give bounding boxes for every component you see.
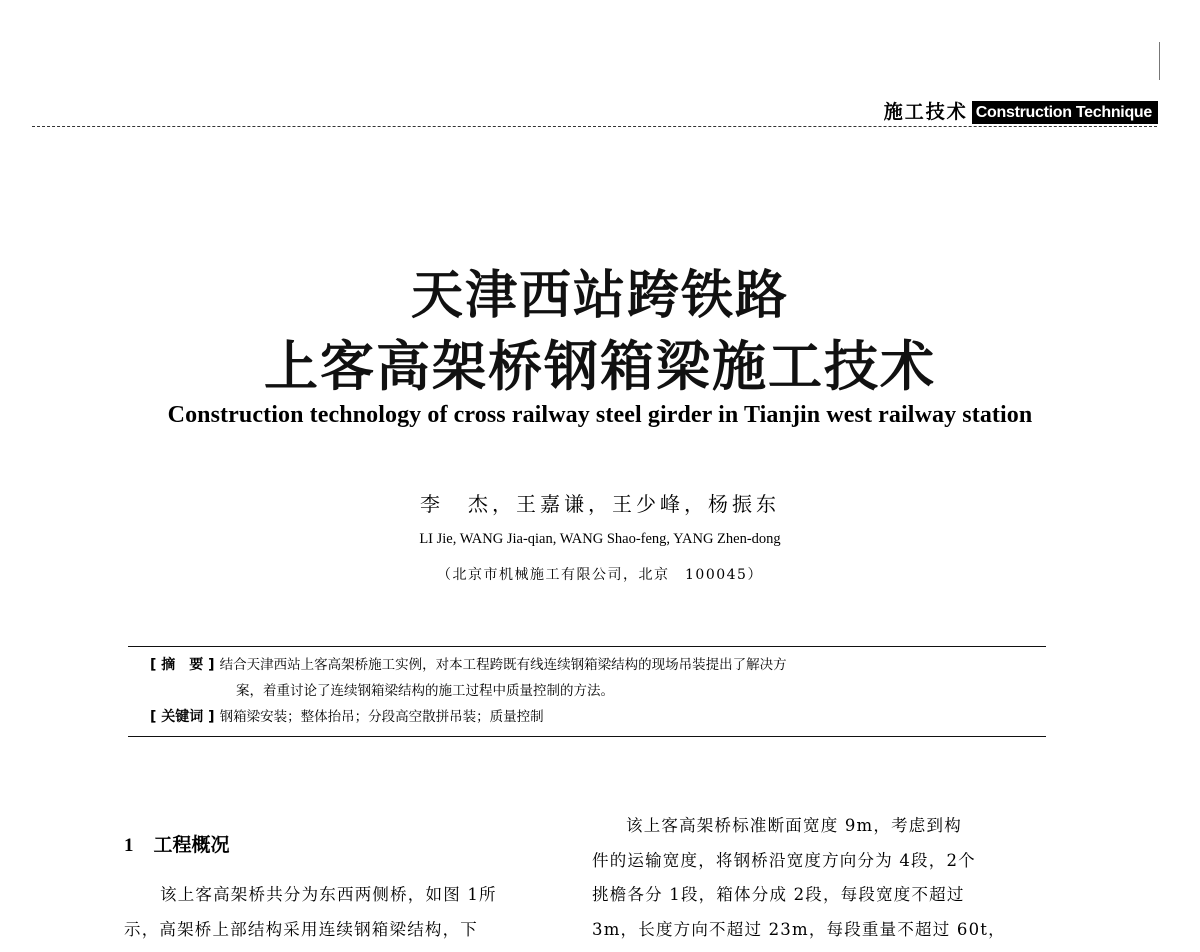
section-label-en: Construction Technique: [972, 101, 1158, 124]
abstract: [150, 653, 1050, 674]
section-title: 工程概况: [153, 834, 230, 856]
keywords: [150, 705, 1050, 726]
header-rule: [32, 126, 1157, 127]
body-right-line-1: 该上客高架桥标准断面宽度 9m，考虑到构: [626, 816, 962, 835]
body-right-line-2: 件的运输宽度，将钢桥沿宽度方向分为 4段，2个: [592, 851, 976, 870]
page-edge-mark: [1159, 42, 1160, 80]
abstract-text-line-2: 案，着重讨论了连续钢箱梁结构的施工过程中质量控制的方法。: [236, 683, 614, 699]
abstract-bottom-rule: [128, 736, 1046, 737]
authors-en: LI Jie, WANG Jia-qian, WANG Shao-feng, YANG Zhen-dong: [419, 531, 781, 547]
abstract-text-line-1: 结合天津西站上客高架桥施工实例，对本工程跨既有线连续钢箱梁结构的现场吊装提出了解决方: [219, 657, 787, 673]
keywords-text: 钢箱梁安装；整体抬吊；分段高空散拼吊装；质量控制: [219, 709, 544, 725]
authors-zh: 李 杰，王嘉谦，王少峰，杨振东: [420, 492, 780, 516]
abstract-label: [ 摘 要 ]: [150, 657, 215, 673]
body-right-line-3: 挑檐各分 1段，箱体分成 2段，每段宽度不超过: [592, 885, 965, 904]
body-right-line-4: 3m，长度方向不超过 23m，每段重量不超过 60t，: [592, 920, 1006, 939]
section-label-zh: 施工技术: [883, 101, 968, 123]
body-left-line-2: 示，高架桥上部结构采用连续钢箱梁结构，下: [124, 920, 478, 939]
section-number: 1: [124, 835, 134, 856]
title-en: Construction technology of cross railway steel girder in Tianjin west railway station: [167, 402, 1033, 428]
affiliation: （北京市机械施工有限公司，北京 100045）: [437, 567, 763, 583]
body-left-line-1: 该上客高架桥共分为东西两侧桥，如图 1所: [160, 885, 497, 904]
section-heading: [124, 830, 230, 857]
title-zh-line-2: 上客高架桥钢箱梁施工技术: [264, 334, 936, 398]
title-zh-line-1: 天津西站跨铁路: [410, 265, 789, 326]
abstract-top-rule: [128, 646, 1046, 647]
running-header: [884, 100, 1158, 124]
keywords-label: [ 关键词 ]: [150, 709, 215, 725]
